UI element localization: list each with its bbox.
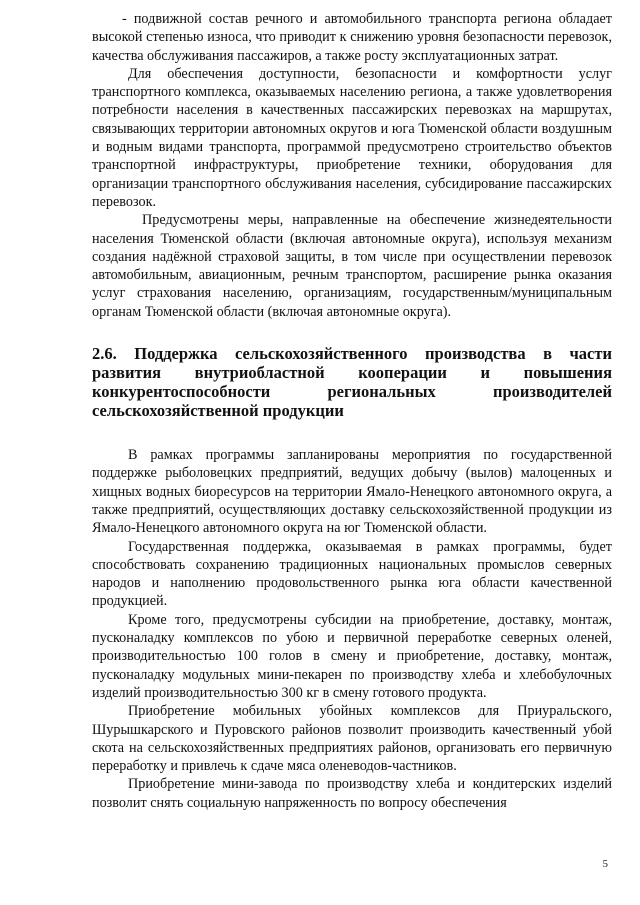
- paragraph-fishing-support: В рамках программы запланированы мероприятия по государственной поддержке рыболовецких предприятий, ведущих добычу (вылов) малоценных и хищных водных биоресурсов на территории Ямало-Ненецкого автономного округа, а также предприятий, осуществляющих доставку сельскохозяйственной продукции из Ямало-Ненецкого автономного округа на юг Тюменской области.: [92, 447, 612, 537]
- paragraph-insurance-measures: Предусмотрены меры, направленные на обеспечение жизнедеятельности населения Тюменской области (включая автономные округа), используя механизм создания надёжной страховой защиты, в том числе при осуществлении перевозок автомобильным, авиационным, речным транспортом, расширение рынка оказания услуг страхования населению, организациям, государственным/муниципальным органам Тюменской области (включая автономные округа).: [92, 212, 612, 320]
- page-number: 5: [602, 858, 608, 870]
- paragraph-rolling-stock: - подвижной состав речного и автомобильного транспорта региона обладает высокой степенью износа, что приводит к снижению уровня безопасности перевозок, качества обслуживания пассажиров, а также росту эксплуатационных затрат.: [92, 11, 612, 64]
- paragraph-state-support: Государственная поддержка, оказываемая в рамках программы, будет способствовать сохранению традиционных национальных промыслов северных народов и наполнению продовольственного рынка юга области качественной продукцией.: [92, 538, 612, 610]
- paragraph-slaughter-complexes: Приобретение мобильных убойных комплексов для Приуральского, Шурышкарского и Пуровского районов позволит производить качественный убой скота на сельскохозяйственных предприятиях районов, организовать его первичную переработку и привлечь к сдаче мяса оленеводов-частников.: [92, 703, 612, 775]
- section-heading: 2.6. Поддержка сельскохозяйственного производства в части развития внутриобластной кооперации и повышения конкурентоспособности региональных производителей сельскохозяйственной продукции: [92, 344, 612, 421]
- document-page: [92, 10, 612, 812]
- paragraph-subsidies: Кроме того, предусмотрены субсидии на приобретение, доставку, монтаж, пусконаладку комплексов по убою и первичной переработке северных оленей, производительностью 100 голов в смену и приобретение, доставку, монтаж, пусконаладку модульных мини-пекарен по производству хлеба и хлебобулочных изделий производительностью 300 кг в смену готового продукта.: [92, 611, 612, 701]
- paragraph-transport-accessibility: Для обеспечения доступности, безопасности и комфортности услуг транспортного комплекса, оказываемых населению региона, а также удовлетворения потребности населения в качественных пассажирских перевозках на маршрутах, связывающих территории автономных округов и юга Тюменской области воздушным и водным видами транспорта, программой предусмотрено строительство объектов транспортной инфраструктуры, приобретение техники, оборудования для организации транспортного обслуживания населения, субсидирование пассажирских перевозок.: [92, 65, 612, 210]
- paragraph-bakery-plant: Приобретение мини-завода по производству хлеба и кондитерских изделий позволит снять социальную напряженность по вопросу обеспечения: [92, 776, 612, 811]
